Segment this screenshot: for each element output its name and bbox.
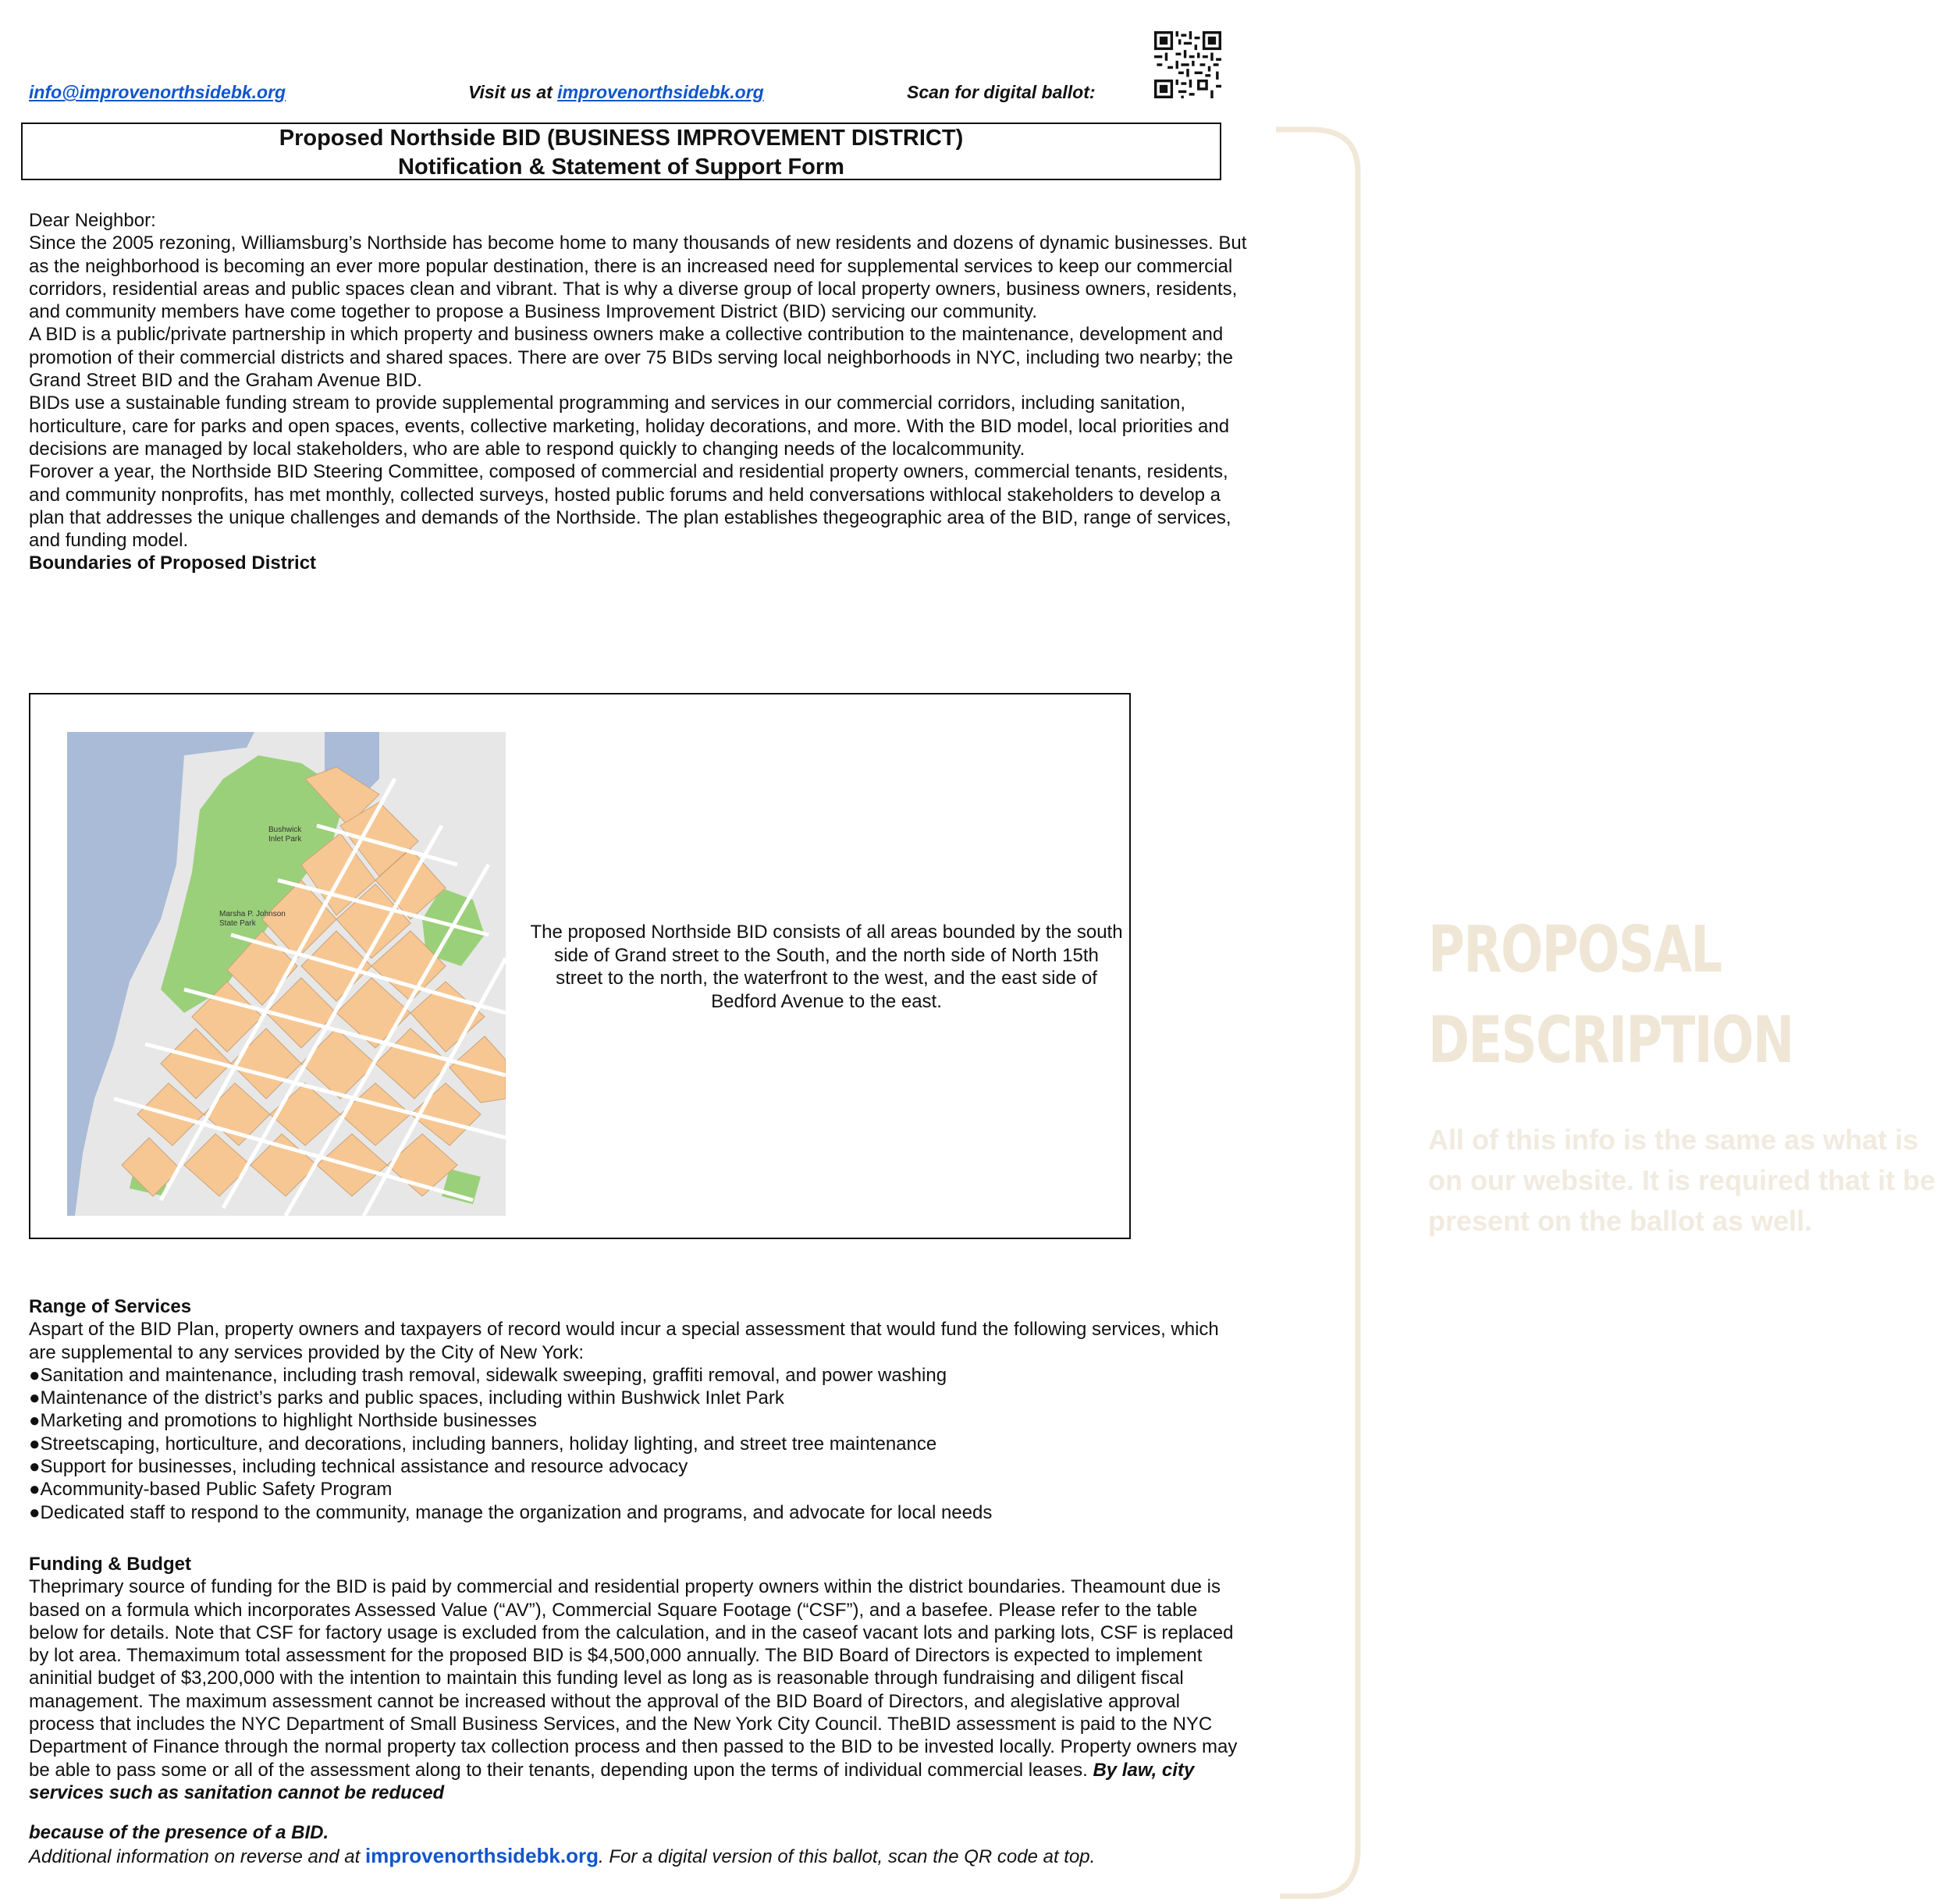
annotation-heading-line2: DESCRIPTION [1428, 1004, 1793, 1078]
map-label-marsha: Marsha P. Johnson [219, 910, 286, 918]
map-label-state-park: State Park [219, 919, 256, 928]
map-label-inlet-park: Inlet Park [268, 835, 302, 844]
services-heading: Range of Services [29, 1296, 192, 1317]
services-section [29, 1295, 1250, 1524]
funding-body [29, 1575, 1250, 1804]
funding-section [29, 1553, 1250, 1868]
funding-heading: Funding & Budget [29, 1554, 191, 1575]
map-label-bushwick: Bushwick [268, 826, 302, 834]
boundary-map-box [29, 693, 1131, 1239]
map-caption: The proposed Northside BID consists of all areas bounded by the south side of Grand street to the South, and the north side of North 15th street to the north, the waterfront to the west, and the east side of Bedford Avenue to the east. [530, 922, 1123, 1012]
law-note-continued: because of the presence of a BID. [29, 1822, 329, 1844]
form-subtitle: Notification & Statement of Support Form [398, 155, 844, 179]
intro-paragraph-2: A BID is a public/private partnership in which property and business owners make a collective contribution to the maintenance, development and promotion of their commercial districts and shared spaces. There are over 75 BIDs serving local neighborhoods in NYC, including two nearby; the Grand Street BID and the Graham Avenue BID. [29, 324, 1233, 392]
email-link[interactable]: info@improvenorthsidebk.org [29, 82, 286, 102]
footer-website-link[interactable]: improvenorthsidebk.org [364, 1843, 599, 1867]
list-item: ●Acommunity-based Public Safety Program [29, 1479, 393, 1501]
list-item: ●Streetscaping, horticulture, and decorations, including banners, holiday lighting, and street tree maintenance [29, 1433, 937, 1455]
district-map [67, 732, 506, 1216]
intro-paragraph-3: BIDs use a sustainable funding stream to provide supplemental programming and services in our commercial corridors, including sanitation, horticulture, care for parks and open spaces, events, collective marketing, holiday decorations, and more. With the BID model, local priorities and decisions are managed by local stakeholders, who are able to respond quickly to changing needs of the localcommunity. [29, 393, 1230, 460]
header-scan-label: Scan for digital ballot: [907, 82, 1096, 102]
annotation-note: All of this info is the same as what is on our website. It is required that it be present on the ballot as well. [1428, 1124, 1936, 1237]
intro-section [29, 209, 1250, 575]
footer-note [29, 1845, 1250, 1868]
footer-suffix: . For a digital version of this ballot, scan the QR code at top. [598, 1845, 1096, 1867]
services-intro: Aspart of the BID Plan, property owners and taxpayers of record would incur a special assessment that would fund the following services, which are supplemental to any services provided by the City of New York: [29, 1319, 1219, 1363]
form-title: Proposed Northside BID (BUSINESS IMPROVEMENT DISTRICT) [279, 126, 964, 151]
greeting: Dear Neighbor: [29, 210, 156, 231]
header-visit [468, 82, 764, 103]
list-item: ●Dedicated staff to respond to the community, manage the organization and programs, and advocate for local needs [29, 1501, 993, 1523]
header-email[interactable] [29, 82, 286, 103]
visit-label: Visit us at [468, 82, 553, 102]
intro-paragraph-1: Since the 2005 rezoning, Williamsburg’s Northside has become home to many thousands of new residents and dozens of dynamic businesses. But as the neighborhood is becoming an ever more popular destination, there is an increased need for supplemental services to keep our commercial corridors, residential areas and public spaces clean and vibrant. That is why a diverse group of local property owners, business owners, residents, and community members have come together to propose a Business Improvement District (BID) servicing our community. [29, 233, 1247, 323]
annotation-bracket [1272, 125, 1366, 1904]
form-title-box [21, 123, 1221, 180]
annotation-heading-line1: PROPOSAL [1428, 913, 1722, 987]
law-note: By law, city services such as sanitation cannot be reduced [29, 1759, 1195, 1803]
intro-paragraph-4: Forover a year, the Northside BID Steering Committee, composed of commercial and residential property owners, commercial tenants, residents, and community nonprofits, has met monthly, collected surveys, hosted public forums and held conversations withlocal stakeholders to develop a plan that addresses the unique challenges and demands of the Northside. The plan establishes thegeographic area of the BID, range of services, and funding model. [29, 461, 1231, 552]
list-item: ●Sanitation and maintenance, including trash removal, sidewalk sweeping, graffiti removal, and power washing [29, 1364, 947, 1386]
annotation-heading [1428, 905, 1818, 1086]
footer-prefix: Additional information on reverse and at [29, 1845, 361, 1867]
qr-code-icon[interactable] [1154, 31, 1221, 98]
boundaries-heading: Boundaries of Proposed District [29, 552, 317, 574]
list-item: ●Maintenance of the district’s parks and public spaces, including within Bushwick Inlet Park [29, 1387, 784, 1409]
funding-text: Theprimary source of funding for the BID is paid by commercial and residential property owners within the district boundaries. Theamount due is based on a formula which incorporates Assessed Value (“AV”), Commercial Square Footage (“CSF”), and a basefee. Please refer to the table below for details. Note that CSF for factory usage is excluded from the calculation, and in the caseof vacant lots and parking lots, CSF is replaced by lot area. Themaximum total assessment for the proposed BID is $4,500,000 annually. The BID Board of Directors is expected to implement aninitial budget of $3,200,000 with the intention to maintain this funding level as long as is reasonable through fundraising and diligent fiscal management. The maximum assessment cannot be increased without the approval of the BID Board of Directors, and alegislative approval process that includes the NYC Department of Small Business Services, and the New York City Council. TheBID assessment is paid to the NYC Department of Finance through the normal property tax collection process and then passed to the BID to be invested locally. Property owners may be able to pass some or all of the assessment along to their tenants, depending upon the terms of individual commercial leases. [29, 1576, 1238, 1781]
list-item: ●Marketing and promotions to highlight Northside businesses [29, 1410, 537, 1432]
website-link[interactable]: improvenorthsidebk.org [557, 82, 764, 102]
list-item: ●Support for businesses, including technical assistance and resource advocacy [29, 1456, 688, 1478]
